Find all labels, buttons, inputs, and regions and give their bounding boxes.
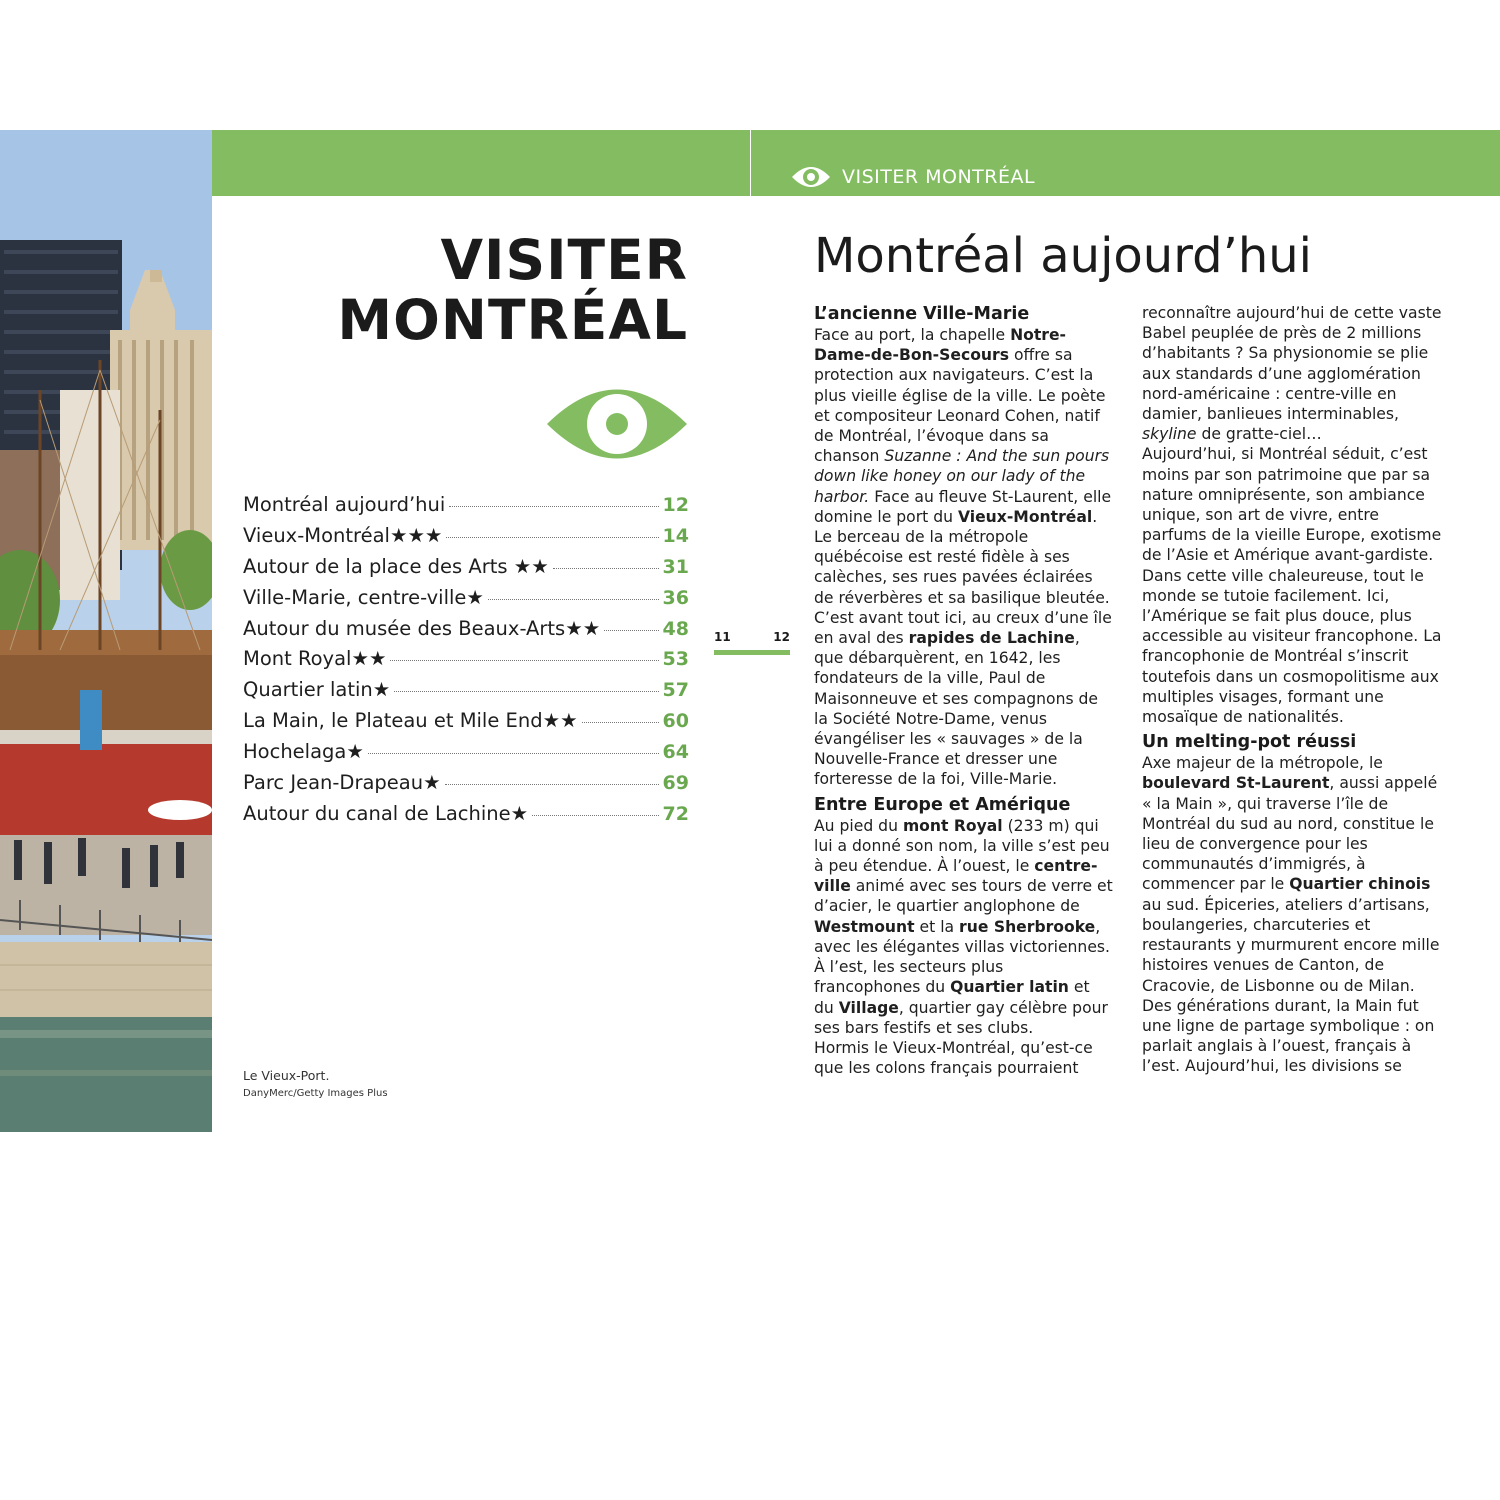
paragraph — [814, 1038, 1114, 1078]
text-run: , avec les élégantes villas victoriennes. À l’est, les secteurs plus francophones du — [814, 917, 1110, 997]
toc-item-label: Autour de la place des Arts ★★ — [243, 554, 549, 578]
page-number-rule — [714, 650, 790, 655]
article-column-2 — [1142, 303, 1442, 1077]
toc-item[interactable] — [243, 678, 689, 709]
paragraph — [814, 816, 1114, 1038]
toc-item[interactable] — [243, 802, 689, 833]
toc-item-label: Vieux-Montréal★★★ — [243, 523, 443, 547]
text-run: Face au fleuve St-Laurent, elle domine le port du — [814, 487, 1112, 526]
article-title: Montréal aujourd’hui — [814, 228, 1312, 284]
bold-run: centre-ville — [814, 857, 1098, 896]
text-run: reconnaître aujourd’hui de cette vaste Babel peuplée de près de 2 millions d’habitants ? Sa physionomie se plie aux standards d’une agglomération nord-américaine : centre-ville en damier, banlieues interminables, — [1142, 304, 1442, 424]
toc-item[interactable] — [243, 493, 689, 524]
text-run: Aujourd’hui, si Montréal séduit, c’est moins par son patrimoine que par sa nature omniprésente, son ambiance unique, son art de vivre, entre parfums de la vieille Europe, exotisme de l’Asie et Amérique avant-gardiste. Dans cette ville chaleureuse, tout le monde se tutoie facilement. Ici, l’Amérique se fait plus douce, plus accessible au visiteur francophone. La francophonie de Montréal s’inscrit toutefois dans un cosmopolitisme aux multiples visages, formant une mosaïque de nationalités. — [1142, 445, 1442, 727]
toc-leader — [582, 722, 659, 723]
text-run: , que débarquèrent, en 1642, les fondateurs de la ville, Paul de Maisonneuve et ses compagnons de la Société Notre-Dame, venus évangéliser les « sauvages » de la Nouvelle-France et dresser une forteresse de la foi, Ville-Marie. — [814, 629, 1099, 789]
italic-run: Suzanne : And the sun pours down like honey on our lady of the harbor. — [814, 447, 1110, 506]
eye-icon — [790, 163, 832, 191]
toc-item-label: Autour du canal de Lachine★ — [243, 801, 529, 825]
toc-leader — [390, 660, 658, 661]
toc-item-page: 72 — [662, 802, 689, 825]
text-run: offre sa protection aux navigateurs. C’est la plus vieille église de la ville. Le poète et compositeur Leonard Cohen, natif de Montréal, l’évoque dans sa chanson — [814, 346, 1106, 466]
bold-run: rapides de Lachine — [908, 629, 1075, 648]
section-title — [337, 230, 688, 350]
toc-leader — [449, 506, 658, 507]
bold-run: Vieux-Montréal — [957, 507, 1093, 526]
toc-item-label: Quartier latin★ — [243, 678, 391, 702]
toc-item-page: 31 — [662, 555, 689, 578]
bold-run: mont Royal — [902, 816, 1003, 835]
toc-item[interactable] — [243, 647, 689, 678]
eye-icon — [545, 385, 689, 463]
vieux-port-photo — [0, 130, 212, 1132]
text-run: Face au port, la chapelle — [814, 326, 1011, 344]
section-title-line2: MONTRÉAL — [337, 288, 688, 352]
toc-item-page: 69 — [662, 772, 689, 795]
photo-caption: Le Vieux-Port. — [243, 1068, 330, 1083]
toc-item-page: 57 — [662, 679, 689, 702]
page-number-right: 12 — [773, 630, 790, 644]
text-run: Hormis le Vieux-Montréal, qu’est-ce que les colons français pourraient — [814, 1038, 1093, 1078]
paragraph — [1142, 753, 1442, 1076]
photo-credit: DanyMerc/Getty Images Plus — [243, 1088, 388, 1099]
subheading: Un melting-pot réussi — [1142, 732, 1357, 753]
bold-run: boulevard St-Laurent — [1142, 774, 1330, 793]
toc-item-page: 36 — [662, 586, 689, 609]
article-column-1 — [814, 303, 1114, 1078]
text-run: au sud. Épiceries, ateliers d’artisans, boulangeries, charcuteries et restaurants y murmurent encore mille histoires venues de Canton, de Cracovie, de Lisbonne ou de Milan. Des générations durant, la Main fut une ligne de partage symbolique : on parlait anglais à l’ouest, français à l’est. Aujourd’hui, les divisions se — [1142, 895, 1440, 1076]
toc-leader — [368, 753, 659, 754]
paragraph — [814, 608, 1114, 790]
paragraph — [1142, 303, 1442, 444]
bold-run: Westmount — [814, 917, 915, 936]
toc-leader — [445, 784, 659, 785]
bold-run: Village — [838, 998, 899, 1017]
toc-item[interactable] — [243, 555, 689, 586]
toc-item-label: La Main, le Plateau et Mile End★★ — [243, 709, 578, 733]
toc-leader — [446, 537, 658, 538]
subheading: L’ancienne Ville-Marie — [814, 304, 1030, 324]
text-run: Au pied du — [814, 816, 903, 835]
toc-leader — [604, 630, 658, 631]
toc-item-page: 14 — [662, 524, 689, 547]
text-run: C’est avant tout ici, au creux d’une île en aval des — [814, 608, 1112, 648]
paragraph — [1142, 444, 1442, 727]
header-section-label: VISITER MONTRÉAL — [842, 166, 1036, 188]
text-run: et la — [914, 917, 960, 936]
bold-run: Quartier chinois — [1289, 875, 1431, 894]
toc-item[interactable] — [243, 771, 689, 802]
header-bar-left — [212, 130, 750, 196]
bold-run: rue Sherbrooke — [959, 917, 1096, 936]
toc-leader — [488, 599, 659, 600]
toc-item[interactable] — [243, 586, 689, 617]
toc-item-label: Autour du musée des Beaux-Arts★★ — [243, 616, 601, 640]
text-run: , quartier gay célèbre pour ses bars festifs et ses clubs. — [814, 998, 1108, 1037]
text-run: et du — [814, 978, 1090, 1017]
italic-run: skyline — [1142, 425, 1197, 444]
bold-run: Notre-Dame-de-Bon-Secours — [814, 326, 1067, 365]
toc-leader — [394, 691, 658, 692]
toc-item-label: Hochelaga★ — [243, 740, 364, 764]
text-run: , aussi appelé « la Main », qui traverse l’île de Montréal du sud au nord, constitue le lieu de convergence pour les communautés d’immigrés, à commencer par le — [1142, 774, 1438, 894]
text-run: Axe majeur de la métropole, le — [1142, 754, 1383, 773]
page-number-left: 11 — [714, 630, 731, 644]
toc-leader — [532, 815, 658, 816]
photo-illustration — [0, 130, 212, 1132]
text-run: animé avec ses tours de verre et d’acier, le quartier anglophone de — [814, 877, 1113, 916]
toc-item[interactable] — [243, 740, 689, 771]
text-run: . Le berceau de la métropole québécoise est resté fidèle à ses calèches, ses rues pavées éclairées de réverbères et sa basilique bleutée. — [814, 507, 1110, 607]
toc-item-page: 48 — [662, 617, 689, 640]
toc-item-label: Ville-Marie, centre-ville★ — [243, 585, 484, 609]
toc-item-label: Parc Jean-Drapeau★ — [243, 771, 441, 795]
table-of-contents — [243, 493, 689, 833]
subheading: Entre Europe et Amérique — [814, 794, 1071, 815]
text-run: de gratte-ciel… — [1196, 425, 1322, 444]
toc-item-page: 53 — [662, 648, 689, 671]
toc-item-page: 60 — [662, 710, 689, 733]
toc-item-page: 64 — [662, 741, 689, 764]
section-title-line1: VISITER — [440, 228, 688, 292]
toc-item-label: Mont Royal★★ — [243, 647, 387, 671]
text-run: (233 m) qui lui a donné son nom, la ville s’est peu à peu étendue. À l’ouest, le — [814, 816, 1110, 876]
bold-run: Quartier latin — [950, 978, 1069, 997]
toc-leader — [553, 568, 659, 569]
page-numbers — [714, 630, 790, 660]
toc-item-page: 12 — [662, 494, 689, 516]
toc-item-label: Montréal aujourd’hui — [243, 493, 446, 516]
toc-item[interactable] — [243, 709, 689, 740]
paragraph — [814, 325, 1114, 608]
toc-item[interactable] — [243, 617, 689, 648]
toc-item[interactable] — [243, 524, 689, 555]
